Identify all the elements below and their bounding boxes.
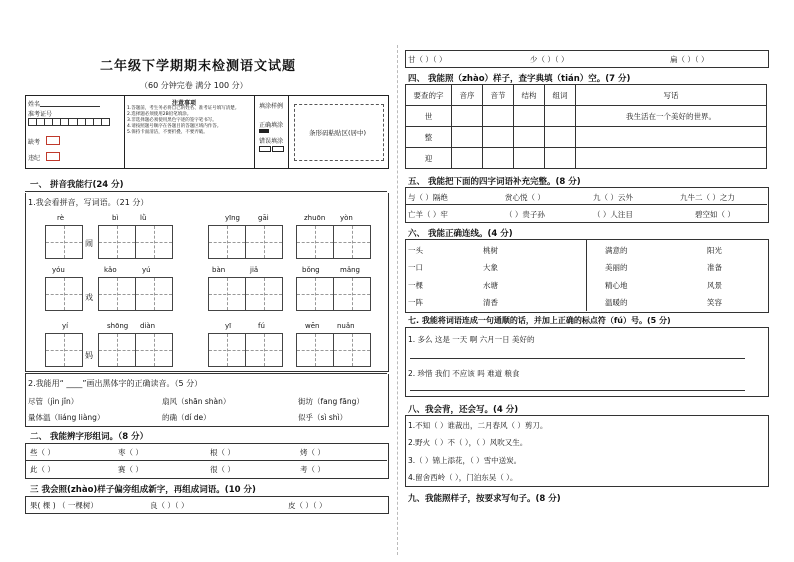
pinyin: bàn	[212, 266, 226, 274]
match-item[interactable]: 美丽的	[605, 263, 628, 272]
match-item[interactable]: 一阵	[408, 298, 423, 307]
idiom-blank[interactable]: 九牛二（ ）之力	[680, 193, 735, 202]
pinyin: jiǎ	[250, 266, 259, 274]
match-item[interactable]: 水塘	[483, 281, 498, 290]
character-box[interactable]	[98, 277, 136, 311]
match-item[interactable]: 准备	[707, 263, 722, 272]
absent-checkbox[interactable]	[46, 136, 60, 145]
radical-blank[interactable]: 皮（ ）（ ）	[288, 501, 327, 510]
correct-fill-mark	[259, 129, 269, 133]
q1-text: 1.我会看拼音，写词语。（21 分）	[28, 198, 149, 207]
table-cell[interactable]	[545, 106, 576, 127]
wrong-fill-mark	[259, 146, 271, 152]
character-box[interactable]	[245, 225, 283, 259]
pinyin: nuǎn	[337, 322, 355, 330]
dictionary-table	[405, 84, 767, 169]
table-row	[406, 127, 767, 148]
notice-item: 4.请按照题号顺序在各题目的答题区域内作答。	[127, 124, 222, 129]
reading-option[interactable]: 扇风（shān shàn）	[162, 397, 231, 406]
idiom-blank[interactable]: （ ）贵子孙	[505, 210, 545, 219]
violation-checkbox[interactable]	[46, 152, 60, 161]
pinyin: diàn	[140, 322, 156, 330]
radical-blank[interactable]: 良（ ）（ ）	[150, 501, 189, 510]
pinyin: yóu	[52, 266, 65, 274]
character-box[interactable]	[98, 333, 136, 367]
idiom-blank[interactable]: 九（ ）云外	[593, 193, 633, 202]
word-blank[interactable]: 根（ ）	[210, 448, 235, 457]
idiom-blank[interactable]: 与（ ）隔绝	[408, 193, 448, 202]
poem-blank[interactable]: 1.不知（ ）谁裁出，二月春风（ ）剪刀。	[408, 421, 548, 430]
word-blank[interactable]: 枣（ ）	[118, 448, 143, 457]
section-2-heading: 二、 我能辨字形组词。（8 分）	[30, 432, 149, 442]
column-header: 组词	[545, 85, 576, 106]
radical-example: 果( 棵 ) （ 一棵树）	[30, 501, 98, 510]
violation-label: 违纪	[28, 155, 41, 162]
character-box[interactable]	[333, 277, 371, 311]
poem-blank[interactable]: 3.（ ）锦上添花，（ ）雪中送炭。	[408, 456, 522, 465]
table-row	[406, 148, 767, 169]
table-row	[406, 106, 767, 127]
section-4-heading: 四、 我能照（zhào）样子，查字典填（tián）空。(7 分)	[408, 74, 631, 84]
radical-blank[interactable]: 甘（ ）（ ）	[408, 55, 447, 64]
match-item[interactable]: 一口	[408, 263, 423, 272]
table-cell[interactable]	[514, 106, 545, 127]
pinyin: zhuōn	[304, 214, 326, 222]
idiom-blank[interactable]: 亡羊（ ）牢	[408, 210, 448, 219]
column-header: 音节	[483, 85, 514, 106]
table-cell[interactable]	[483, 148, 514, 169]
table-cell[interactable]	[545, 148, 576, 169]
character-box[interactable]	[296, 225, 334, 259]
character-box[interactable]	[45, 277, 83, 311]
table-cell[interactable]	[545, 127, 576, 148]
notice-item: 3.非选择题必须使用黑色字迹的签字笔书写。	[127, 118, 217, 123]
given-character: 闹	[85, 239, 93, 248]
reading-option[interactable]: 似乎（sì shì）	[298, 413, 348, 422]
fill-example-label: 填涂样例	[259, 103, 284, 110]
notice-title: 注意事项	[172, 100, 197, 107]
answer-line[interactable]	[410, 390, 745, 391]
character-box[interactable]	[135, 277, 173, 311]
name-label: 姓名	[28, 101, 41, 108]
ticket-label: 准考证号	[28, 111, 53, 118]
idiom-blank[interactable]: （ ）人注目	[593, 210, 633, 219]
column-header: 要查的字	[406, 85, 452, 106]
character-box[interactable]	[296, 333, 334, 367]
absent-label: 缺考	[28, 139, 41, 146]
given-character: 戏	[85, 293, 93, 302]
table-cell[interactable]	[452, 127, 483, 148]
table-cell[interactable]	[514, 127, 545, 148]
pinyin: wēn	[305, 322, 320, 330]
sentence-words: 1. 多么 这是 一天 啊 六月一日 美好的	[408, 335, 535, 344]
section-6-heading: 六、 我能正确连线。(4 分)	[408, 229, 513, 239]
column-header: 音序	[452, 85, 483, 106]
table-cell[interactable]	[483, 106, 514, 127]
section-3-continuation-box	[405, 50, 769, 68]
radical-blank[interactable]: 少（ ）（ ）	[530, 55, 569, 64]
word-blank[interactable]: 很（ ）	[210, 465, 235, 474]
wrong-fill-label: 错误填涂	[259, 138, 284, 145]
character-box[interactable]	[333, 225, 371, 259]
character-box[interactable]	[208, 333, 246, 367]
barcode-label: 条形码粘贴区(居中)	[309, 129, 367, 137]
word-blank[interactable]: 此（ ）	[30, 465, 55, 474]
word-blank[interactable]: 考（ ）	[300, 465, 325, 474]
idiom-blank[interactable]: 碧空如（ ）	[695, 210, 735, 219]
reading-option[interactable]: 街坊（fang fāng）	[298, 397, 364, 406]
wrong-fill-mark	[272, 146, 284, 152]
notice-item: 1.答题前，考生务必将自己的姓名、准考证号填写清楚。	[127, 106, 240, 111]
pinyin: yīng	[225, 214, 240, 222]
match-item[interactable]: 桃树	[483, 246, 498, 255]
word-blank[interactable]: 些（ ）	[30, 448, 55, 457]
pinyin: yí	[62, 322, 69, 330]
column-header: 写话	[576, 85, 767, 106]
reading-option[interactable]: 量体温（liáng liàng）	[28, 413, 105, 422]
table-cell[interactable]	[483, 127, 514, 148]
match-item[interactable]: 精心地	[605, 281, 628, 290]
notice-item: 2.选择题必须使用2B铅笔填涂。	[127, 112, 192, 117]
page-title: 二年级下学期期末检测语文试题	[100, 59, 297, 74]
poem-blank[interactable]: 2.野火（ ）不（ ），（ ）风吹又生。	[408, 438, 528, 447]
pinyin: yú	[142, 266, 151, 274]
pinyin: lǜ	[140, 214, 147, 222]
notice-list	[127, 106, 251, 136]
character-box[interactable]	[45, 333, 83, 367]
reading-option[interactable]: 的确（dí de）	[162, 413, 211, 422]
word-blank[interactable]: 烤（ ）	[300, 448, 325, 457]
match-item[interactable]: 阳光	[707, 246, 722, 255]
table-cell: 迎	[406, 148, 452, 169]
table-cell: 世	[406, 106, 452, 127]
pinyin: yī	[225, 322, 232, 330]
table-cell: 整	[406, 127, 452, 148]
column-header: 结构	[514, 85, 545, 106]
reading-option[interactable]: 尽管（jìn jǐn）	[28, 397, 79, 406]
table-cell[interactable]	[452, 106, 483, 127]
section-7-heading: 七. 我能将词语连成一句通顺的话，并加上正确的标点符（fú）号。(5 分)	[408, 316, 671, 325]
table-cell[interactable]	[514, 148, 545, 169]
info-box	[25, 95, 389, 169]
table-header-row	[406, 85, 767, 106]
pinyin: fú	[258, 322, 265, 330]
barcode-area	[294, 104, 384, 161]
answer-line[interactable]	[410, 358, 745, 359]
character-box[interactable]	[245, 333, 283, 367]
pinyin: gāi	[258, 214, 269, 222]
match-item[interactable]: 温暖的	[605, 298, 628, 307]
character-box[interactable]	[333, 333, 371, 367]
pinyin: shōng	[107, 322, 129, 330]
column-divider	[397, 45, 398, 555]
match-item[interactable]: 满意的	[605, 246, 628, 255]
match-item[interactable]: 大象	[483, 263, 498, 272]
section-2-box	[25, 443, 389, 479]
character-box[interactable]	[45, 225, 83, 259]
section-5-heading: 五、 我能把下面的四字词语补充完整。(8 分)	[408, 177, 581, 187]
match-item[interactable]: 笑容	[707, 298, 722, 307]
character-box[interactable]	[135, 225, 173, 259]
match-item[interactable]: 一头	[408, 246, 423, 255]
notice-item: 5.保持卡面清洁，不要折叠、不要弄破。	[127, 130, 208, 135]
table-cell[interactable]	[576, 148, 767, 169]
character-box[interactable]	[245, 277, 283, 311]
character-box[interactable]	[135, 333, 173, 367]
table-cell[interactable]	[452, 148, 483, 169]
radical-blank[interactable]: 扁（ ）（ ）	[670, 55, 709, 64]
table-cell[interactable]	[576, 127, 767, 148]
match-item[interactable]: 风景	[707, 281, 722, 290]
character-box[interactable]	[208, 277, 246, 311]
section-9-heading: 九、我能照样子，按要求写句子。(8 分)	[408, 494, 561, 504]
correct-fill-label: 正确填涂	[259, 122, 284, 129]
sentence-words: 2. 珍惜 我们 不应该 吗 难道 粮食	[408, 369, 520, 378]
match-item[interactable]: 清香	[483, 298, 498, 307]
poem-blank[interactable]: 4.留舍西岭（ ），门泊东吴（ ）。	[408, 473, 518, 482]
section-1-heading: 一、 拼音我能行(24 分)	[30, 180, 124, 190]
character-box[interactable]	[296, 277, 334, 311]
section-8-heading: 八、我会背，还会写。(4 分)	[408, 405, 519, 415]
pinyin: yòn	[340, 214, 353, 222]
section-3-heading: 三 我会照(zhào)样子偏旁组成新字，再组成词语。(10 分)	[30, 485, 256, 495]
pinyin: bǒng	[302, 266, 320, 274]
pinyin: rè	[57, 214, 65, 222]
pinyin: kǎo	[104, 266, 117, 274]
match-item[interactable]: 一棵	[408, 281, 423, 290]
name-line	[40, 106, 100, 107]
q2-text: 2.我能用“ ____”画出黑体字的正确读音。（5 分）	[28, 379, 203, 388]
word-blank[interactable]: 赛（ ）	[118, 465, 143, 474]
idiom-blank[interactable]: 赏心悦（ ）	[505, 193, 545, 202]
pinyin: mǎng	[340, 266, 360, 274]
table-cell: 我生活在一个美好的世界。	[576, 106, 767, 127]
page-subtitle: （60 分钟完卷 满分 100 分）	[140, 81, 248, 90]
given-character: 妈	[85, 351, 93, 360]
character-box[interactable]	[98, 225, 136, 259]
pinyin: bì	[112, 214, 119, 222]
ticket-number-boxes[interactable]	[28, 118, 110, 126]
character-box[interactable]	[208, 225, 246, 259]
